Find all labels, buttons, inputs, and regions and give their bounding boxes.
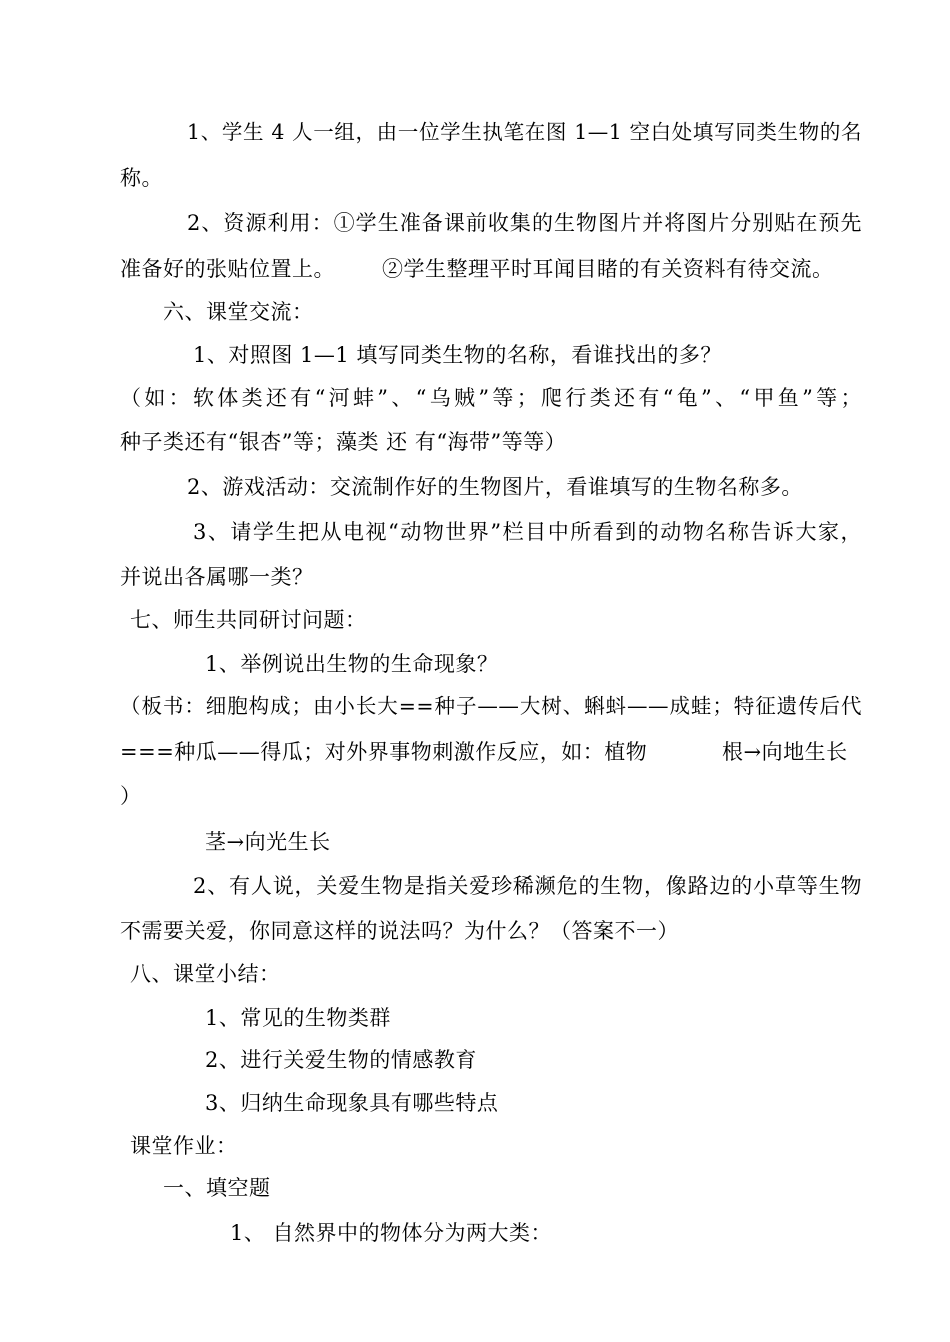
- paragraph-line-3: 2、资源利用：①学生准备课前收集的生物图片并将图片分别贴在预先: [187, 211, 862, 235]
- section-heading-homework: 课堂作业：: [130, 1134, 238, 1158]
- paragraph-line-11: 3、请学生把从电视“动物世界”栏目中所看到的动物名称告诉大家，: [193, 520, 862, 544]
- homework-question-1: 1、 自然界中的物体分为两大类：: [230, 1221, 553, 1245]
- paragraph-line-16: ===种瓜——得瓜；对外界事物刺激作反应，如：植物: [120, 740, 648, 764]
- paragraph-line-7: 1、对照图 1—1 填写同类生物的名称，看谁找出的多？: [193, 343, 722, 367]
- paragraph-line-5: ②学生整理平时耳闻目睹的有关资料有待交流。: [382, 257, 834, 281]
- paragraph-line-1: 1、学生 4 人一组，由一位学生执笔在图 1—1 空白处填写同类生物的名: [187, 120, 862, 144]
- summary-item-3: 3、归纳生命现象具有哪些特点: [205, 1091, 499, 1115]
- paragraph-line-18: ）: [120, 784, 142, 808]
- section-heading-discussion: 七、师生共同研讨问题：: [130, 608, 367, 632]
- paragraph-line-10: 2、游戏活动：交流制作好的生物图片，看谁填写的生物名称多。: [187, 475, 803, 499]
- paragraph-line-20: 2、有人说，关爱生物是指关爱珍稀濒危的生物，像路边的小草等生物: [193, 874, 862, 898]
- paragraph-line-9: 种子类还有“银杏”等；藻类 还 有“海带”等等）: [120, 430, 567, 454]
- section-heading-classroom-exchange: 六、课堂交流：: [163, 300, 314, 324]
- paragraph-line-12: 并说出各属哪一类？: [120, 565, 314, 589]
- paragraph-line-2: 称。: [120, 166, 163, 190]
- paragraph-line-21: 不需要关爱，你同意这样的说法吗？为什么？（答案不一）: [120, 919, 679, 943]
- paragraph-line-4: 准备好的张贴位置上。: [120, 257, 335, 281]
- summary-item-1: 1、常见的生物类群: [205, 1006, 391, 1030]
- paragraph-line-8: （如：软体类还有“河蚌”、“乌贼”等；爬行类还有“龟”、“甲鱼”等；: [120, 386, 862, 410]
- section-heading-summary: 八、课堂小结：: [130, 962, 281, 986]
- paragraph-line-15: （板书：细胞构成；由小长大==种子——大树、蝌蚪——成蛙；特征遗传后代: [120, 694, 862, 718]
- summary-item-2: 2、进行关爱生物的情感教育: [205, 1048, 477, 1072]
- paragraph-line-19: 茎→向光生长: [205, 830, 331, 854]
- paragraph-line-14: 1、举例说出生物的生命现象？: [205, 652, 499, 676]
- paragraph-line-17: 根→向地生长: [722, 740, 848, 764]
- homework-heading-fill-in: 一、填空题: [163, 1176, 271, 1200]
